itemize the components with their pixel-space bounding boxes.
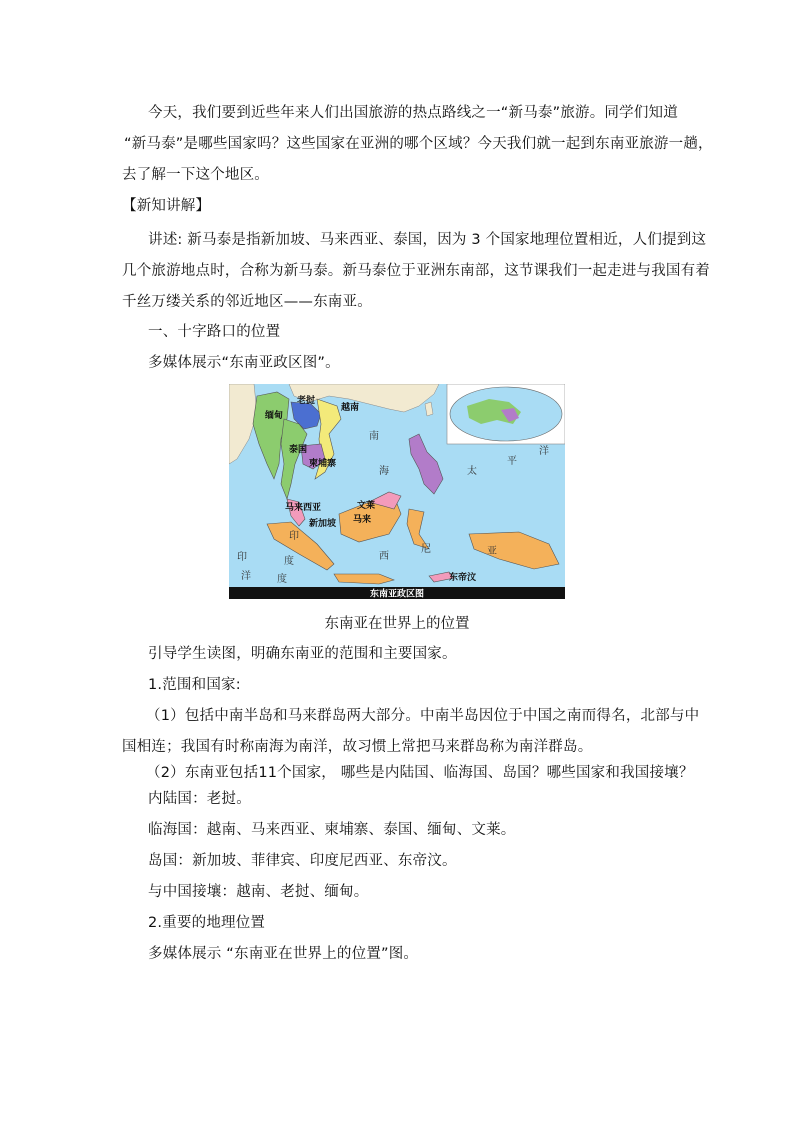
intro-line-1: 今天，我们要到近些年来人们出国旅游的热点路线之一“新马泰”旅游。同学们知道 xyxy=(148,105,678,121)
label-malay: 马来 xyxy=(353,515,372,525)
subsection-range: 1.范围和国家: xyxy=(148,677,241,693)
sea-char-5: 洋 xyxy=(539,446,549,457)
section-heading-new: 【新知讲解】 xyxy=(122,198,211,214)
guide-line: 引导学生读图，明确东南亚的范围和主要国家。 xyxy=(148,646,457,662)
sea-char-11: 印 xyxy=(237,552,247,563)
item-2: （2）东南亚包括11个国家， 哪些是内陆国、临海国、岛国？哪些国家和我国接壤？ xyxy=(146,765,694,781)
label-laos: 老挝 xyxy=(297,396,316,406)
intro-line-3: 去了解一下这个地区。 xyxy=(122,167,269,183)
sea-char-8: 洋 xyxy=(241,571,251,582)
label-brunei: 文莱 xyxy=(357,501,376,511)
label-malaysia: 马来西亚 xyxy=(285,503,322,513)
label-thailand: 泰国 xyxy=(289,445,308,455)
explain-line-1: 讲述: 新马泰是指新加坡、马来西亚、泰国，因为 3 个国家地理位置相近，人们提到这 xyxy=(148,232,707,248)
border-countries: 与中国接壤：越南、老挝、缅甸。 xyxy=(148,884,369,900)
label-singapore: 新加坡 xyxy=(309,519,337,529)
sea-char-12: 度 xyxy=(277,574,287,585)
inland-countries: 内陆国：老挝。 xyxy=(148,791,251,807)
southeast-asia-map xyxy=(229,384,565,599)
explain-line-2: 几个旅游地点时，合称为新马泰。新马泰位于亚洲东南部，这节课我们一起走进与我国有着 xyxy=(122,263,710,279)
sea-char-10: 亚 xyxy=(487,546,497,557)
label-timor: 东帝汶 xyxy=(449,573,477,583)
coastal-countries: 临海国：越南、马来西亚、柬埔寨、泰国、缅甸、文莱。 xyxy=(148,822,516,838)
sea-char-13: 西 xyxy=(379,551,389,562)
sea-char-4: 平 xyxy=(507,456,517,467)
media-note-2: 多媒体展示 “东南亚在世界上的位置”图。 xyxy=(148,946,419,962)
sea-char-7: 度 xyxy=(284,556,294,567)
label-vietnam: 越南 xyxy=(341,403,360,413)
section-title-crossroads: 一、十字路口的位置 xyxy=(148,324,281,340)
media-note-1: 多媒体展示“东南亚政区图”。 xyxy=(148,355,340,371)
island-countries: 岛国：新加坡、菲律宾、印度尼西亚、东帝汶。 xyxy=(148,853,457,869)
sea-char-6: 印 xyxy=(289,531,299,542)
sea-char-1: 南 xyxy=(369,431,379,442)
label-cambodia: 柬埔寨 xyxy=(309,459,337,469)
item-1-line-1: （1）包括中南半岛和马来群岛两大部分。中南半岛因位于中国之南而得名，北部与中 xyxy=(146,708,700,724)
explain-line-3: 千丝万缕关系的邻近地区——东南亚。 xyxy=(122,294,372,310)
item-1-line-2: 国相连；我国有时称南海为南洋，故习惯上常把马来群岛称为南洋群岛。 xyxy=(122,739,593,755)
sea-char-9: 尼 xyxy=(421,544,431,555)
map-banner-text: 东南亚政区图 xyxy=(369,589,425,599)
map-caption: 东南亚在世界上的位置 xyxy=(324,616,470,632)
subsection-position: 2.重要的地理位置 xyxy=(148,915,266,931)
intro-line-2: “新马泰”是哪些国家吗？这些国家在亚洲的哪个区域？今天我们就一起到东南亚旅游一趟， xyxy=(124,136,713,152)
label-myanmar: 缅甸 xyxy=(265,411,284,421)
sea-char-3: 太 xyxy=(467,466,477,477)
sea-char-2: 海 xyxy=(379,466,389,477)
